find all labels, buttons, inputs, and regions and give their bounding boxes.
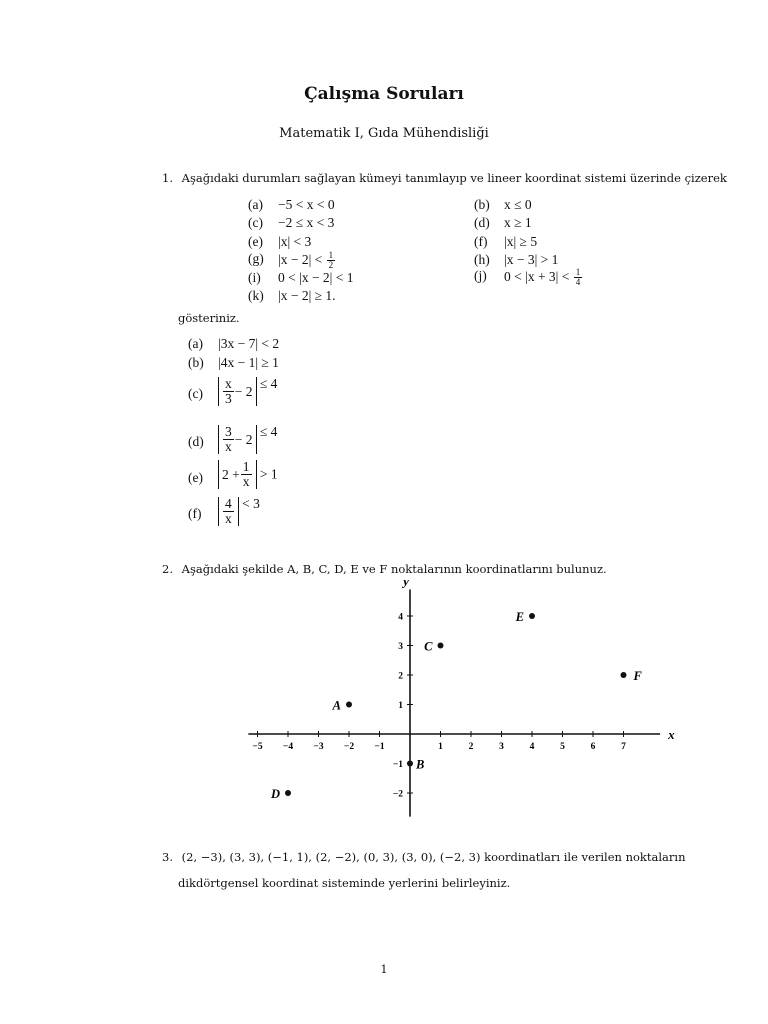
q1-left-column: (a) −5 < x < 0 (c) −2 ≤ x < 3 (e) |x| < 3 (g) |x − 2| < $\frac{1}{2}$ (i) 0 < |x − 2| < 1 (k) |x − 2| ≥ 1. [248, 197, 354, 303]
q1-second-item-e: (e) 2 + $\frac{1}{x}$ > 1 [188, 459, 278, 490]
y-axis-label: y [403, 580, 409, 589]
x-tick-label: 1 [438, 742, 443, 752]
q1-right-column: (b) x ≤ 0 (d) x ≥ 1 (f) |x| ≥ 5 (h) |x − 3| > 1 (j) 0 < |x + 3| < $\frac{1}{4}$ [474, 197, 581, 288]
x-tick-label: −1 [374, 742, 385, 752]
absolute-value: $\frac{3}{x}$ − 2 [218, 425, 257, 454]
question-text-line1: (2, −3), (3, 3), (−1, 1), (2, −2), (0, 3), (3, 0), (−2, 3) koordinatları ile verilen noktaların [181, 850, 686, 864]
question-3 [162, 850, 702, 864]
point-f [621, 672, 627, 678]
point-d [285, 790, 291, 796]
point-e [529, 613, 535, 619]
q1-second-item-d: (d) $\frac{3}{x}$ − 2 ≤ 4 [188, 424, 278, 455]
point-label-c: C [424, 639, 433, 654]
question-1 [162, 171, 727, 185]
question-number: 1. [162, 171, 173, 185]
x-tick-label: 4 [529, 742, 535, 752]
axes [248, 580, 675, 817]
x-tick-label: −3 [313, 742, 324, 752]
q1-second-item-c: (c) $\frac{x}{3}$ − 2 ≤ 4 [188, 376, 278, 407]
point-c [438, 643, 444, 649]
x-tick-label: 5 [560, 742, 565, 752]
point-label-a: A [332, 698, 341, 713]
fraction: $\frac{1}{2}$ [328, 250, 334, 271]
x-axis-label: x [668, 727, 675, 742]
point-label-e: E [515, 610, 524, 624]
fraction: $\frac{1}{x}$ [242, 459, 250, 490]
y-tick-label: 4 [398, 612, 403, 623]
absolute-value: 2 + $\frac{1}{x}$ [218, 460, 257, 489]
question-text: Aşağıdaki durumları sağlayan kümeyi tanımlayıp ve lineer koordinat sistemi üzerinde çizerek [181, 171, 727, 185]
q1-second-list: (a) |3x − 7| < 2 (b) |4x − 1| ≥ 1 (c) $\frac{x}{3}$ − 2 ≤ 4 (d) $\frac{3}{x}$ − 2 ≤ 4 (e) 2 + $\frac{1}{x}$ > 1 (f) $\frac{4}{x}$ < 3 [188, 336, 438, 536]
y-tick-label: 2 [398, 671, 403, 682]
point-b [407, 761, 413, 767]
x-tick-label: −2 [343, 742, 355, 752]
point-a [346, 702, 352, 708]
x-tick-label: 6 [590, 742, 596, 752]
fraction: $\frac{4}{x}$ [225, 496, 232, 527]
page-subtitle: Matematik I, Gıda Mühendisliği [279, 126, 489, 141]
x-tick-label: 7 [621, 742, 626, 752]
absolute-value [218, 497, 239, 526]
x-tick-label: 2 [468, 742, 474, 752]
absolute-value: $\frac{x}{3}$ − 2 [218, 377, 257, 406]
coordinate-plot [230, 580, 700, 820]
question-text: Aşağıdaki şekilde A, B, C, D, E ve F noktalarının koordinatlarını bulunuz. [181, 562, 607, 576]
point-label-d: D [270, 787, 280, 801]
fraction: $\frac{1}{4}$ [575, 267, 581, 288]
y-tick-label: 3 [398, 642, 403, 652]
y-tick-label: −1 [392, 760, 403, 770]
page-title: Çalışma Soruları [304, 84, 464, 104]
question-3-line2: dikdörtgensel koordinat sisteminde yerlerini belirleyiniz. [178, 876, 511, 890]
fraction: $\frac{3}{x}$ [225, 424, 232, 455]
fraction: $\frac{x}{3}$ [225, 376, 232, 407]
q1-second-item-f: (f) $\frac{4}{x}$ < 3 [188, 496, 260, 527]
data-points [270, 610, 643, 801]
question-2 [162, 562, 607, 576]
question-number: 3. [162, 850, 173, 864]
page-number: 1 [380, 963, 388, 976]
point-label-b: B [416, 757, 425, 772]
x-tick-label: −4 [282, 742, 294, 752]
tick-marks [252, 613, 626, 800]
x-tick-label: 3 [499, 742, 504, 752]
y-tick-label: −2 [392, 789, 403, 800]
q1-text-end: gösteriniz. [178, 311, 240, 325]
question-number: 2. [162, 562, 173, 576]
y-tick-label: 1 [398, 701, 403, 711]
point-label-f: F [633, 669, 642, 683]
x-tick-label: −5 [252, 742, 263, 752]
